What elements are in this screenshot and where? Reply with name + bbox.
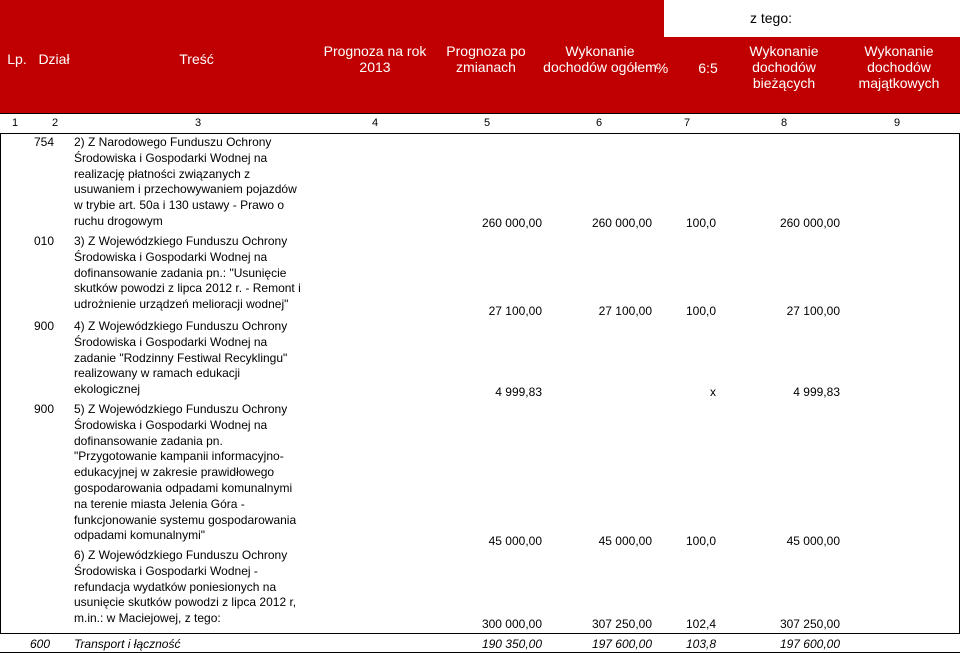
row-procent: 100,0 (685, 304, 716, 318)
row-procent: 102,4 (685, 617, 716, 631)
table-body (0, 133, 960, 634)
summary-biezace: 197 600,00 (779, 637, 840, 651)
z-tego-cell (664, 0, 960, 37)
table-row (0, 234, 960, 318)
table-row (0, 135, 960, 232)
row-wykonanie: 45 000,00 (598, 534, 652, 548)
col-num-1: 1 (12, 117, 19, 129)
header-tresc: Treść (179, 51, 214, 67)
row-code: 900 (34, 402, 55, 416)
col-num-6: 6 (596, 117, 603, 129)
row-biezace: 45 000,00 (786, 534, 840, 548)
row-description: 2) Z Narodowego Funduszu Ochrony Środowiska i Gospodarki Wodnej na realizację płatności związanych z usuwaniem i przechowywaniem pojazdów w trybie art. 50a i 130 ustawy - Prawo o ruchu drogowym (74, 135, 297, 228)
header-wykonanie-majatkowych: Wykonanie dochodów majątkowych (858, 43, 940, 91)
table-row (0, 319, 960, 401)
col-num-9: 9 (894, 117, 901, 129)
row-description: 4) Z Wojewódzkiego Funduszu Ochrony Środowiska i Gospodarki Wodnej na zadanie "Rodzinny Festiwal Recyklingu" realizowany w ramach edukacji ekologicznej (74, 319, 288, 397)
row-biezace: 27 100,00 (786, 304, 840, 318)
row-prognoza-po: 260 000,00 (481, 216, 542, 230)
summary-procent: 103,8 (685, 637, 716, 651)
header-prognoza-po: Prognoza po zmianach (446, 43, 526, 75)
row-prognoza-po: 45 000,00 (488, 534, 542, 548)
summary-prognoza-rok: 190 350,00 (481, 637, 542, 651)
table-row (0, 548, 960, 633)
row-wykonanie: 307 250,00 (591, 617, 652, 631)
summary-prognoza-po: 197 600,00 (591, 637, 652, 651)
table-row (0, 402, 960, 547)
table-header (0, 0, 960, 113)
row-biezace: 4 999,83 (793, 385, 840, 399)
header-dzial: Dział (38, 51, 70, 67)
header-ratio: 6:5 (698, 60, 718, 76)
row-description: 5) Z Wojewódzkiego Funduszu Ochrony Środowiska i Gospodarki Wodnej na dofinansowanie zadania pn. "Przygotowanie kampanii informacyjno- edukacyjnej w zakresie prawidłowego gospodarowania odpadami komunalnymi na terenie miasta Jelenia Góra - funkcjonowanie systemu gospodarowania odpadami komunalnymi" (74, 402, 297, 543)
header-prognoza-rok: Prognoza na rok 2013 (323, 43, 427, 75)
col-num-8: 8 (781, 117, 788, 129)
row-description: 6) Z Wojewódzkiego Funduszu Ochrony Środowiska i Gospodarki Wodnej - refundacja wydatków poniesionych na usunięcie skutków powodzi z lipca 2012 r, m.in.: w Maciejowej, z tego: (74, 548, 297, 626)
row-procent: 100,0 (685, 216, 716, 230)
header-wykonanie-ogolem: Wykonanie dochodów ogółem (543, 43, 657, 75)
row-procent: x (710, 385, 716, 399)
row-description: 3) Z Wojewódzkiego Funduszu Ochrony Środowiska i Gospodarki Wodnej na dofinansowanie zadania pn.: "Usunięcie skutków powodzi z lipca 2012 r. - Remont i udrożnienie urządzeń melioracji wodnej" (74, 234, 301, 312)
row-biezace: 260 000,00 (779, 216, 840, 230)
header-procent: % (655, 60, 669, 76)
row-biezace: 307 250,00 (779, 617, 840, 631)
row-prognoza-po: 27 100,00 (488, 304, 542, 318)
row-code: 010 (34, 234, 55, 248)
col-num-4: 4 (372, 117, 379, 129)
col-num-7: 7 (684, 117, 691, 129)
row-wykonanie: 27 100,00 (598, 304, 652, 318)
col-num-2: 2 (52, 117, 59, 129)
column-numbers-row (0, 113, 960, 134)
summary-dzial: 600 (30, 637, 51, 651)
z-tego-label: z tego: (749, 10, 793, 26)
row-code: 754 (34, 135, 55, 149)
row-prognoza-po: 300 000,00 (481, 617, 542, 631)
header-wykonanie-biezacych: Wykonanie dochodów bieżących (749, 43, 819, 91)
col-num-3: 3 (195, 117, 202, 129)
row-wykonanie: 260 000,00 (591, 216, 652, 230)
header-lp: Lp. (7, 51, 27, 67)
row-prognoza-po: 4 999,83 (495, 385, 542, 399)
summary-tresc: Transport i łączność (74, 637, 181, 651)
col-num-5: 5 (484, 117, 491, 129)
row-procent: 100,0 (685, 534, 716, 548)
summary-row (0, 634, 960, 653)
row-code: 900 (34, 319, 55, 333)
